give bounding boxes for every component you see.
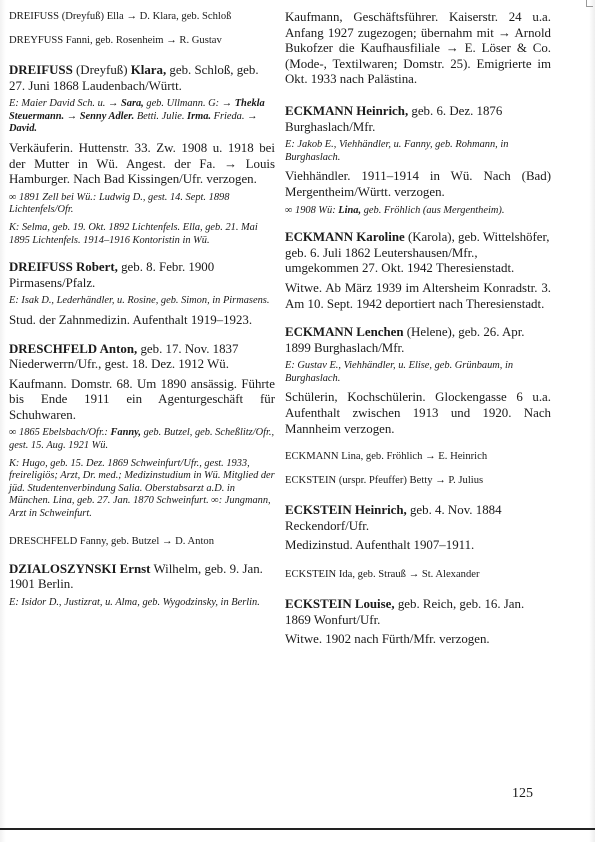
entry-heading: DZIALOSZYNSKI Ernst Wilhelm, geb. 9. Jan. 1901 Berlin. xyxy=(9,561,263,592)
cross-reference: ECKSTEIN (urspr. Pfeuffer) Betty → P. Julius xyxy=(285,475,484,487)
entry-marriage: ∞ 1908 Wü: Lina, geb. Fröhlich (aus Mergentheim). xyxy=(285,204,505,216)
entry-heading: ECKMANN Karoline (Karola), geb. Wittelshöfer, geb. 6. Juli 1862 Leutershausen/Mfr., umgekommen 27. Okt. 1942 Theresienstadt. xyxy=(285,230,550,276)
cross-reference: DRESCHFELD Fanny, geb. Butzel → D. Anton xyxy=(9,535,215,547)
entry-dzialoszynski-ernst xyxy=(9,562,275,610)
entry-dreifuss-klara xyxy=(9,63,275,247)
right-column xyxy=(285,10,551,661)
entry-body: Witwe. 1902 nach Fürth/Mfr. verzogen. xyxy=(285,632,490,647)
cross-reference: ECKSTEIN Ida, geb. Strauß → St. Alexander xyxy=(285,569,480,581)
entry-parents: E: Isidor D., Justizrat, u. Alma, geb. Wygodzinsky, in Berlin. xyxy=(9,596,260,608)
entry-body: Verkäuferin. Huttenstr. 33. Zw. 1908 u. 1918 bei der Mutter in Wü. Angest. der Fa. → Louis Hamburger. Nach Bad Kissingen/Ufr. verzogen. xyxy=(9,140,275,187)
left-column xyxy=(9,10,275,622)
cross-reference: DREYFUSS Fanni, geb. Rosenheim → R. Gustav xyxy=(9,35,222,46)
entry-parents: E: Jakob E., Viehhändler, u. Fanny, geb. Rohmann, in Burghaslach. xyxy=(285,139,509,163)
bottom-border xyxy=(0,828,595,830)
entry-children: K: Selma, geb. 19. Okt. 1892 Lichtenfels. Ella, geb. 21. Mai 1895 Lichtenfels. 1914–1916 Kontoristin in Wü. xyxy=(9,221,258,246)
page-number: 125 xyxy=(512,786,533,801)
entry-dreschfeld-anton xyxy=(9,342,275,521)
page-corner-mark xyxy=(586,0,593,7)
entry-parents: E: Isak D., Lederhändler, u. Rosine, geb. Simon, in Pirmasens. xyxy=(9,295,270,307)
entry-eckstein-louise xyxy=(285,597,551,648)
entry-eckmann-karoline xyxy=(285,230,551,312)
entry-heading: DREIFUSS (Dreyfuß) Klara, geb. Schloß, geb. 27. Juni 1868 Laudenbach/Württ. xyxy=(9,63,259,93)
entry-body: Medizinstud. Aufenthalt 1907–1911. xyxy=(285,538,475,553)
entry-body: Stud. der Zahnmedizin. Aufenthalt 1919–1923. xyxy=(9,312,253,327)
entry-eckmann-lenchen xyxy=(285,325,551,437)
entry-children: K: Hugo, geb. 15. Dez. 1869 Schweinfurt/Ufr., gest. 1933, freireligiös; Arzt, Dr. med.; Medizinstudium in Wü. Mitglied der jüd. Studentenverbindung Salia. Oberstabsarzt a.D. in München. Lina, geb. 27. Jan. 1870 Schweinfurt. ∞: Jungmann, Arzt in Schweinfurt. xyxy=(9,457,275,520)
entry-body: Kaufmann. Domstr. 68. Um 1890 ansässig. Führte bis Ende 1911 ein Agenturgeschäft für Schuhwaren. xyxy=(9,376,275,422)
cross-reference: ECKMANN Lina, geb. Fröhlich → E. Heinrich xyxy=(285,451,488,463)
entry-eckstein-heinrich xyxy=(285,503,551,554)
entry-heading: ECKMANN Lenchen (Helene), geb. 26. Apr. 1899 Burghaslach/Mfr. xyxy=(285,325,525,355)
entry-dreifuss-robert xyxy=(9,260,275,328)
entry-heading: ECKSTEIN Heinrich, geb. 4. Nov. 1884 Reckendorf/Ufr. xyxy=(285,503,502,533)
entry-body: Schülerin, Kochschülerin. Glockengasse 6 u.a. Aufenthalt zwischen 1913 und 1920. Nach Mannheim verzogen. xyxy=(285,390,551,436)
entry-parents: E: Gustav E., Viehhändler, u. Elise, geb. Grünbaum, in Burghaslach. xyxy=(285,360,514,384)
entry-parents: E: Maier David Sch. u. → Sara, geb. Ullmann. G: → Thekla Steuermann. → Senny Adler. Betti. Julie. Irma. Frieda. → David. xyxy=(9,98,265,135)
entry-eckmann-heinrich xyxy=(285,104,551,217)
entry-marriage: ∞ 1891 Zell bei Wü.: Ludwig D., gest. 14. Sept. 1898 Lichtenfels/Ofr. xyxy=(9,191,230,216)
entry-marriage: ∞ 1865 Ebelsbach/Ofr.: Fanny, geb. Butzel, geb. Scheßlitz/Ofr., gest. 15. Aug. 1921 Wü. xyxy=(9,427,275,452)
entry-heading: ECKSTEIN Louise, geb. Reich, geb. 16. Jan. 1869 Wonfurt/Ufr. xyxy=(285,597,525,627)
cross-reference: DREIFUSS (Dreyfuß) Ella → D. Klara, geb. Schloß xyxy=(9,11,232,22)
entry-heading: DRESCHFELD Anton, geb. 17. Nov. 1837 Niederwerrn/Ufr., gest. 18. Dez. 1912 Wü. xyxy=(9,341,239,372)
entry-body: Witwe. Ab März 1939 im Altersheim Konradstr. 3. Am 10. Sept. 1942 deportiert nach Theresienstadt. xyxy=(285,280,551,311)
entry-heading: ECKMANN Heinrich, geb. 6. Dez. 1876 Burghaslach/Mfr. xyxy=(285,103,503,134)
entry-continuation: Kaufmann, Geschäftsführer. Kaiserstr. 24 u.a. Anfang 1927 zugezogen; übernahm mit → Arnold Bukofzer die Kaufhausfiliale → E. Löser & Co. (Mode-, Textilwaren; Domstr. 25). Emigrierte im Okt. 1933 nach Palästina. xyxy=(285,10,551,87)
entry-heading: DREIFUSS Robert, geb. 8. Febr. 1900 Pirmasens/Pfalz. xyxy=(9,260,215,290)
entry-body: Viehhändler. 1911–1914 in Wü. Nach (Bad) Mergentheim/Württ. verzogen. xyxy=(285,169,551,199)
